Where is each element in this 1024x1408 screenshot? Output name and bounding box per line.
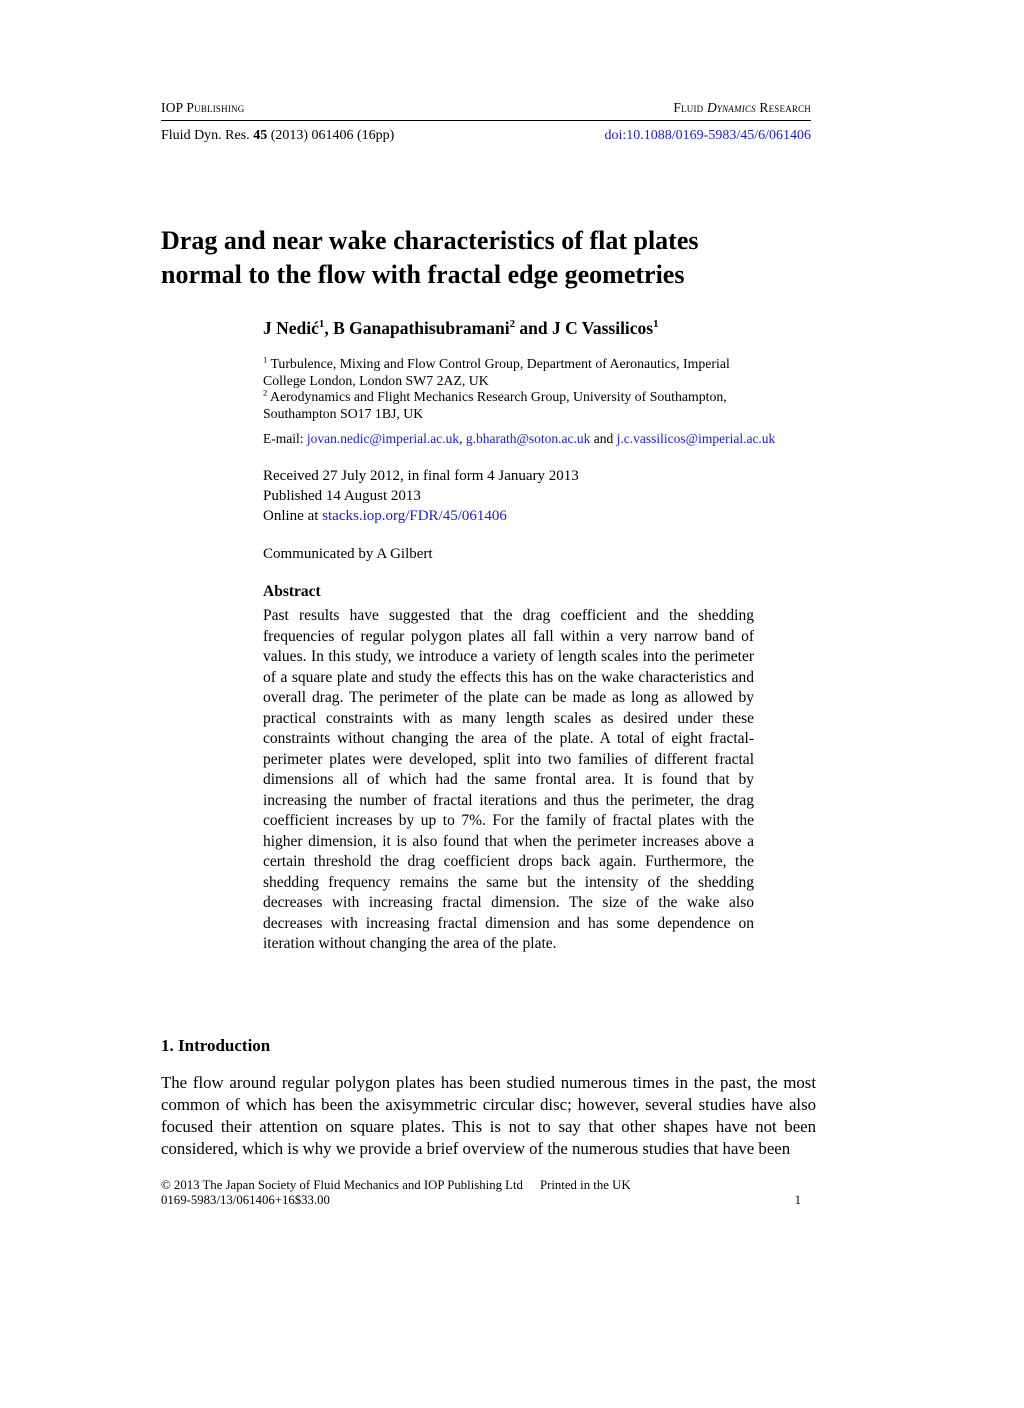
published-date: Published 14 August 2013 [263, 488, 421, 504]
author-list [263, 318, 783, 339]
author-name: B Ganapathisubramani [333, 318, 510, 338]
email-line [263, 431, 783, 447]
footer-copyright-line [161, 1178, 801, 1193]
abstract-text: Past results have suggested that the drag coefficient and the shedding frequencies of regular polygon plates all fall within a very narrow band of values. In this study, we introduce a variety of length scales into the perimeter of a square plate and study the effects this has on the wake characteristics and overall drag. The perimeter of the plate can be made as long as allowed by practical constraints with as many length scales as desired under these constraints without changing the area of the plate. A total of eight fractal-perimeter plates were developed, split into two families of different fractal dimensions all of which had the same frontal area. It is found that by increasing the number of fractal iterations and thus the perimeter, the drag coefficient increases by up to 7%. For the family of fractal plates with the higher dimension, it is also found that when the perimeter increases above a certain threshold the drag coefficient drops back again. Furthermore, the shedding frequency remains the same but the intensity of the shedding decreases with increasing fractal dimension. The size of the wake also decreases with increasing fractal dimension and has some dependence on iteration without changing the area of the plate. [263, 607, 754, 952]
email-separator: and [590, 431, 617, 446]
copyright-text: © 2013 The Japan Society of Fluid Mechanics and IOP Publishing Ltd [161, 1178, 523, 1192]
paper-title-line1: Drag and near wake characteristics of flat plates [161, 226, 699, 255]
online-link[interactable]: stacks.iop.org/FDR/45/061406 [322, 508, 507, 524]
journal-name-pre: Fluid [673, 100, 707, 115]
abstract-heading: Abstract [263, 583, 321, 600]
page-footer [161, 1178, 801, 1208]
header-divider [161, 120, 811, 121]
affiliations-block [263, 356, 763, 422]
section-heading-introduction: 1. Introduction [161, 1036, 271, 1055]
article-dates [263, 466, 763, 526]
author-name: J Nedić [263, 318, 319, 338]
affiliation-text: Aerodynamics and Flight Mechanics Research Group, University of Southampton, Southampton SO17 1BJ, UK [263, 389, 727, 421]
affiliation-text: Turbulence, Mixing and Flow Control Group, Department of Aeronautics, Imperial College London, London SW7 2AZ, UK [263, 356, 730, 388]
email-link[interactable]: jovan.nedic@imperial.ac.uk [306, 431, 460, 446]
journal-name-italic: Dynamics [706, 100, 756, 115]
communicated-line: Communicated by A Gilbert [263, 546, 433, 562]
printed-in-text: Printed in the UK [539, 1178, 631, 1192]
journal-name [673, 100, 811, 116]
received-date: Received 27 July 2012, in final form 4 January 2013 [263, 468, 579, 484]
citation-pre: Fluid Dyn. Res. [161, 128, 254, 143]
publisher-name: IOP Publishing [161, 100, 245, 115]
footer-issn-line [161, 1193, 801, 1208]
journal-name-post: Research [755, 100, 811, 115]
author-affiliation-ref: 1 [318, 318, 325, 331]
affiliation-marker: 2 [263, 387, 268, 398]
email-label: E-mail: [263, 431, 307, 446]
author-separator: , [324, 318, 334, 338]
author-separator: and [515, 318, 552, 338]
abstract-section [263, 583, 754, 955]
affiliation-item [263, 389, 763, 422]
issn-price-code: 0169-5983/13/061406+16$33.00 [161, 1193, 330, 1207]
affiliation-item [263, 356, 763, 389]
author-affiliation-ref: 1 [653, 318, 659, 331]
doi-link[interactable]: doi:10.1088/0169-5983/45/6/061406 [604, 128, 811, 143]
email-link[interactable]: j.c.vassilicos@imperial.ac.uk [616, 431, 776, 446]
journal-header [161, 100, 811, 144]
email-separator: , [459, 431, 466, 446]
citation-post: (2013) 061406 (16pp) [267, 128, 395, 143]
journal-header-row2 [161, 128, 811, 144]
author-affiliation-ref: 2 [509, 318, 516, 331]
introduction-paragraph: The flow around regular polygon plates has been studied numerous times in the past, the most common of which has been the axisymmetric circular disc; however, several studies have also focused their attention on square plates. This is not to say that other shapes have not been considered, which is why we provide a brief overview of the numerous studies that have been [161, 1073, 816, 1158]
online-prefix: Online at [263, 508, 323, 524]
email-link[interactable]: g.bharath@soton.ac.uk [465, 431, 591, 446]
citation-line [161, 128, 394, 144]
citation-volume: 45 [253, 128, 268, 143]
page-number: 1 [794, 1193, 801, 1207]
affiliation-marker: 1 [263, 354, 268, 365]
author-name: J C Vassilicos [551, 318, 654, 338]
online-line [263, 506, 763, 526]
journal-header-row1 [161, 100, 811, 116]
paper-title-line2: normal to the flow with fractal edge geometries [161, 260, 685, 289]
paper-title [161, 224, 841, 292]
